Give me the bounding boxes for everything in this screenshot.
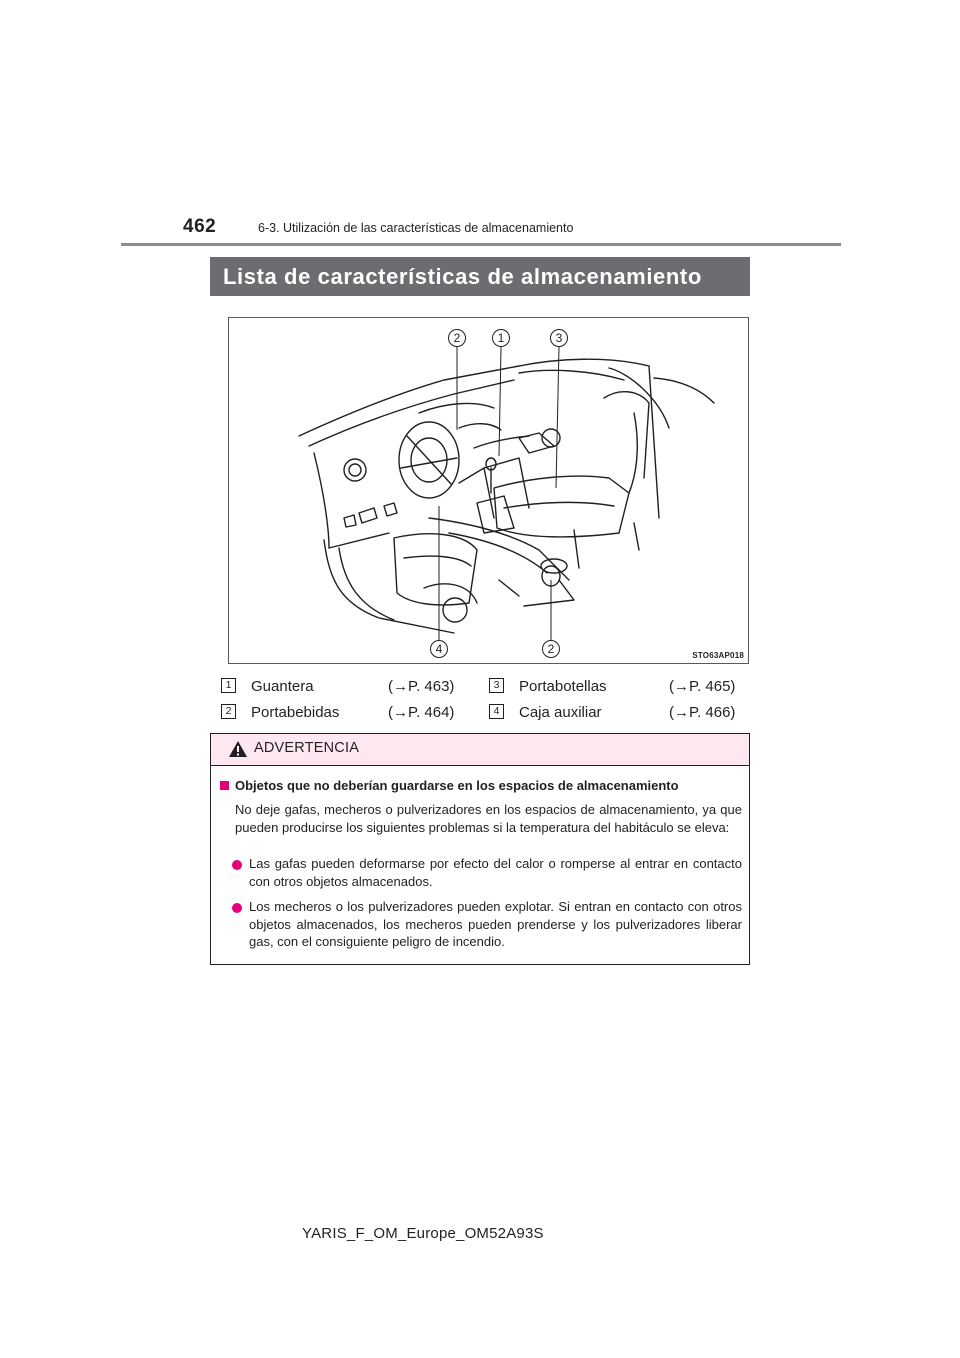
legend-label: Portabotellas	[519, 678, 607, 695]
callout-1-top: 1	[492, 329, 510, 347]
warning-intro: No deje gafas, mecheros o pulverizadores en los espacios de almacenamiento, ya que pueden producirse los siguientes problemas si la temperatura del habitáculo se eleva:	[235, 802, 742, 835]
bullet-icon	[232, 903, 242, 913]
header-rule	[121, 243, 841, 246]
legend-number: 2	[221, 704, 236, 719]
warning-box	[210, 733, 750, 965]
page-reference: (→P. 463)	[388, 678, 455, 695]
warning-bullet: Las gafas pueden deformarse por efecto del calor o romperse al entrar en contacto con otros objetos almacenados.	[249, 856, 742, 889]
page-number: 462	[183, 216, 217, 237]
legend-number: 1	[221, 678, 236, 693]
warning-triangle-icon	[228, 740, 248, 758]
legend-label: Guantera	[251, 678, 314, 695]
warning-subheading: Objetos que no deberían guardarse en los espacios de almacenamiento	[235, 778, 679, 793]
callout-4-bottom: 4	[430, 640, 448, 658]
page-reference: (→P. 464)	[388, 704, 455, 721]
callout-2-bottom: 2	[542, 640, 560, 658]
document-id: YARIS_F_OM_Europe_OM52A93S	[302, 1225, 544, 1242]
bullet-icon	[232, 860, 242, 870]
legend-number: 4	[489, 704, 504, 719]
figure-code: STO63AP018	[692, 651, 744, 660]
legend-number: 3	[489, 678, 504, 693]
warning-header	[211, 734, 749, 766]
warning-bullet: Los mecheros o los pulverizadores pueden explotar. Si entran en contacto con otros objetos almacenados, los mecheros pueden prenderse y los pulverizadores liberar gas, con el consiguiente peligro de incendio.	[249, 899, 742, 950]
section-square-icon	[220, 781, 229, 790]
page-title: Lista de características de almacenamiento	[210, 257, 750, 296]
callout-3-top: 3	[550, 329, 568, 347]
page-reference: (→P. 466)	[669, 704, 736, 721]
section-reference: 6-3. Utilización de las características de almacenamiento	[258, 221, 574, 235]
page-reference: (→P. 465)	[669, 678, 736, 695]
legend-label: Portabebidas	[251, 704, 340, 721]
warning-title: ADVERTENCIA	[254, 740, 360, 756]
legend-label: Caja auxiliar	[519, 704, 602, 721]
callout-leaders	[229, 318, 749, 664]
callout-2-top: 2	[448, 329, 466, 347]
interior-illustration	[228, 317, 749, 664]
